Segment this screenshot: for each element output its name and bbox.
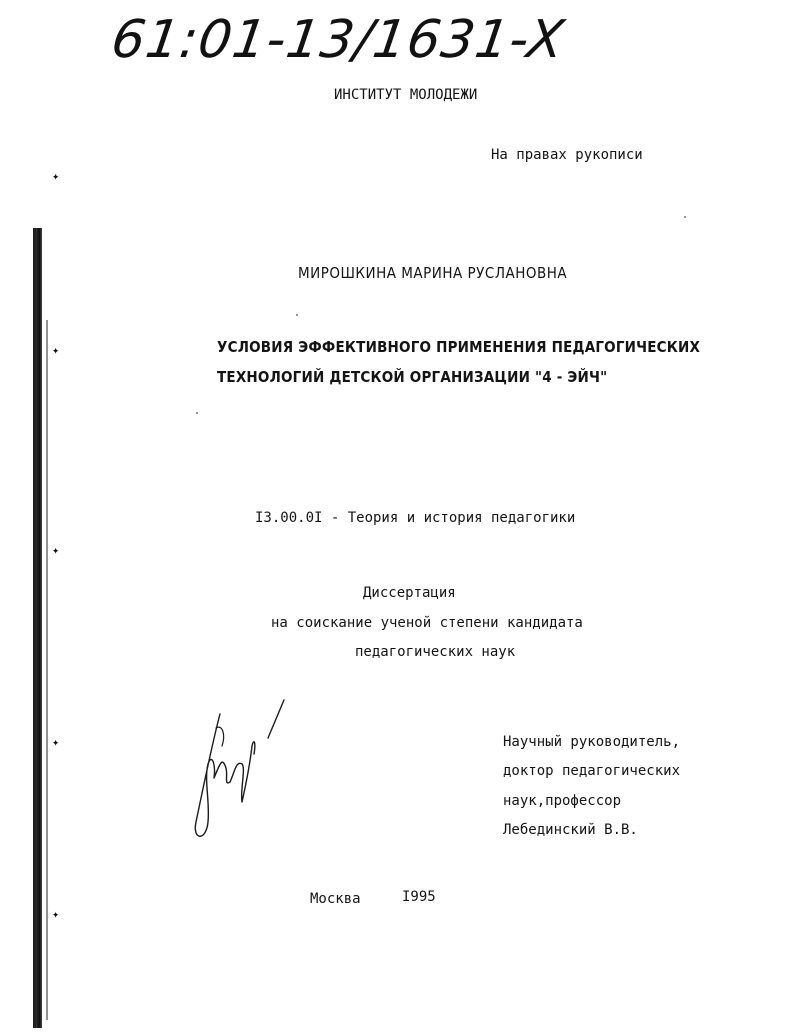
binder-hole-mark: ✦	[52, 735, 60, 749]
binder-hole-mark: ✦	[52, 343, 60, 357]
scan-speck	[196, 412, 198, 414]
author-signature	[186, 694, 296, 844]
supervisor-line-3: наук,профессор	[503, 793, 622, 809]
scan-speck	[684, 216, 686, 218]
dissertation-title-line-1: УСЛОВИЯ ЭФФЕКТИВНОГО ПРИМЕНЕНИЯ ПЕДАГОГИЧЕСКИХ	[217, 338, 701, 356]
supervisor-line-2: доктор педагогических	[503, 763, 681, 779]
binder-hole-mark: ✦	[52, 169, 60, 183]
rights-note: На правах рукописи	[491, 147, 643, 163]
institution-name: ИНСТИТУТ МОЛОДЕЖИ	[334, 87, 478, 103]
supervisor-line-1: Научный руководитель,	[503, 734, 681, 750]
binder-hole-mark: ✦	[52, 907, 60, 921]
scan-edge-shadow	[33, 228, 42, 1028]
binder-hole-mark: ✦	[52, 543, 60, 557]
author-name: МИРОШКИНА МАРИНА РУСЛАНОВНА	[298, 264, 568, 282]
archive-number-handwritten: 61:01-13/1631-X	[107, 10, 569, 70]
degree-line-1: Диссертация	[363, 585, 456, 601]
specialty-code: I3.00.0I - Теория и история педагогики	[255, 510, 576, 526]
scan-speck	[296, 314, 298, 316]
publication-city: Москва	[310, 891, 361, 907]
supervisor-name: Лебединский В.В.	[503, 822, 638, 838]
degree-line-3: педагогических наук	[355, 644, 516, 660]
dissertation-title-line-2: ТЕХНОЛОГИЙ ДЕТСКОЙ ОРГАНИЗАЦИИ "4 - ЭЙЧ"	[217, 368, 608, 386]
publication-year: I995	[402, 889, 436, 905]
degree-line-2: на соискание ученой степени кандидата	[271, 615, 583, 631]
scan-edge-line	[46, 320, 48, 1020]
